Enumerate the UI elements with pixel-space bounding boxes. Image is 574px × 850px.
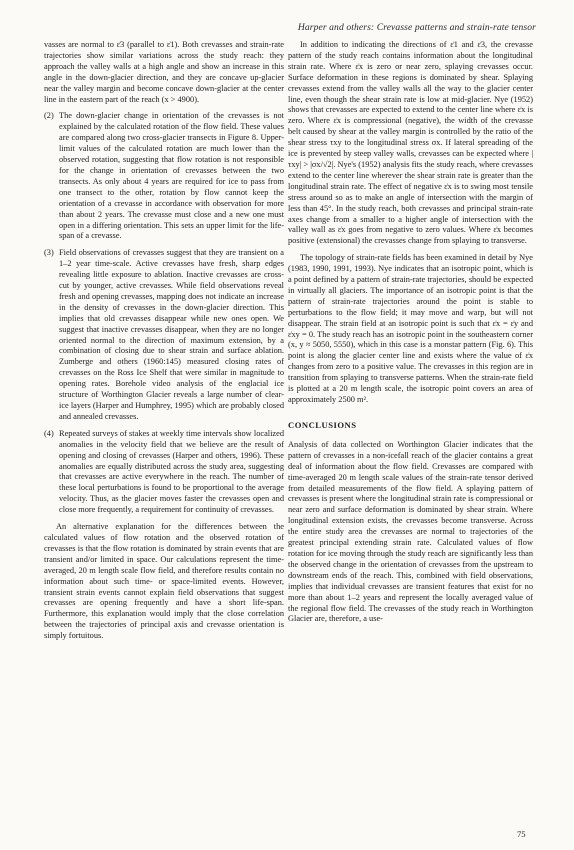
lead-paragraph: vasses are normal to ε̇3 (parallel to ε̇1). Both crevasses and strain-rate trajectories show similar variations across the study reach: they approach the valley walls at a high angle and show an increase in this angle in the down-glacier direction, and they are concave up-glacier near the valley margin and become concave down-glacier at the center line in the eastern part of the reach (x > 4900).	[44, 40, 284, 104]
list-item-text: Field observations of crevasses suggest that they are transient on a 1–2 year time-scale. Active crevasses have fresh, sharp edges revealing little exposure to ablation. Inactive crevasses are cross-cut by younger, active crevasses. While field observations reveal fresh and opening crevasses, mapping does not indicate an increase in the density of crevasses in the down-glacier direction. This implies that old crevasses disappear while new ones open. We suggest that inactive crevasses disappear, when they are no longer oriented normal to the direction of maximum extension, by a combination of closing due to shear strain and surface ablation. Zumberge and others (1960:145) measured closing rates of crevasses on the Ross Ice Shelf that were similar in magnitude to opening rates. Borehole video analysis of the englacial ice structure of Worthington Glacier reveals a large number of clear-ice layers (Harper and Humphrey, 1995) which are probably closed and annealed crevasses.	[59, 248, 284, 421]
list-item	[44, 111, 284, 242]
longitudinal-strain-paragraph: In addition to indicating the directions of ε̇1 and ε̇3, the crevasse pattern of the study reach contains information about the longitudinal strain rate. Where ε̇x is zero or near zero, splaying crevasses occur. Surface deformation in these regions is dominated by shear. Splaying crevasses extend from the valley walls all the way to the glacier center line, even though the shear strain rate is low at mid-glacier. Nye (1952) shows that crevasses are expected to extend to the center line where ε̇x is zero. Where ε̇x is compressional (negative), the width of the crevasse belt caused by shear at the valley margin is controlled by the ratio of the shear stress τxy to the longitudinal stress σx. If lateral spreading of the ice is prevented by steep valley walls, crevasses can be expected where |τxy| > |σx/√2|. Nye's (1952) analysis fits the study reach, where crevasses extend to the center line wherever the shear strain rate is greater than the longitudinal strain rate. The effect of negative ε̇x is to swing most tensile stress around so as to make an angle of intersection with the margin of less than 45°. In the study reach, both crevasses and principal strain-rate axes change from a smaller to a higher angle of intersection with the valley wall as ε̇x goes from negative to zero values. Where ε̇x becomes positive (extensional) the crevasses change from splaying to transverse.	[288, 40, 533, 246]
list-item	[44, 429, 284, 516]
left-column	[44, 40, 284, 648]
numbered-list	[44, 111, 284, 516]
isotropic-point-paragraph: The topology of strain-rate fields has been examined in detail by Nye (1983, 1990, 1991, 1993). Nye indicates that an isotropic point, which is a point defined by a pattern of strain-rate trajectories, should be expected in virtually all glaciers. The importance of an isotropic point is that the pattern of strain-rate trajectories around the point is stable to perturbations to the flow field; it may move and warp, but will not disappear. The strain field at an isotropic point is such that ε̇x = ε̇y and ε̇xy = 0. The study reach has an isotropic point in the southeastern corner (x, y ≈ 5050, 5550), which in this case is a monstar pattern (Fig. 6). This point is along the glacier center line and exists where the value of ε̇x changes from zero to a positive value. The crevasses in this region are in transition from splaying to transverse patterns. When the strain-rate field is plotted at a 20 m length scale, the isotropic point covers an area of approximately 2500 m².	[288, 253, 533, 404]
list-item-text: Repeated surveys of stakes at weekly time intervals show localized anomalies in the velocity field that we believe are the result of opening and closing of crevasses (Harper and others, 1996). These anomalies are equally distributed across the study area, suggesting that crevasses are active everywhere in the reach. The number of these local perturbations is found to be proportional to the average velocity. Thus, as the glacier moves faster the crevasses open and close more frequently, a requirement for continuity of crevasses.	[59, 428, 284, 515]
list-item-number: (4)	[44, 428, 54, 438]
section-heading: CONCLUSIONS	[288, 419, 357, 430]
list-item-number: (2)	[44, 111, 54, 121]
conclusions-paragraph: Analysis of data collected on Worthington Glacier indicates that the pattern of crevasses in a non-icefall reach of the glacier contains a great deal of information about the flow field. Crevasses are compared with time-averaged 20 m length scale values of the strain-rate tensor derived from detailed measurements of the flow field. A splaying pattern of crevasses is present where the longitudinal strain rate is compressional or near zero and surface deformation is dominated by shear strain. Where longitudinal extension exists, the crevasses become transverse. Across the entire study area the crevasses are normal to trajectories of the greatest principal extending strain rate. Calculated values of flow rotation for ice moving through the study reach are significantly less than the observed change in the orientation of crevasses from the upstream to downstream ends of the reach. This, combined with field observations, implies that individual crevasses are transient features that exist for no more than about 1–2 years and represent the locally averaged value of the regional flow field. The crevasses of the study reach in Worthington Glacier are, therefore, a use-	[288, 439, 533, 624]
list-item-text: The down-glacier change in orientation of the crevasses is not explained by the calculated rotation of the flow field. These values are compared along two cross-glacier transects in Figure 8. Upper-limit values of the calculated rotation are much lower than the observed rotation, suggesting that flow rotation is not responsible for the change in orientation of crevasses between the two transects. As only about 4 years are required for ice to pass from one transect to the other, rotation by flow cannot keep the orientation of a crevasse in accordance with observation for more than about 2 years. The crevasse must close and a new one must open in a differing orientation. This sets an upper limit for the life-span of a crevasse.	[59, 111, 284, 241]
list-item-number: (3)	[44, 248, 54, 258]
page-number: 75	[517, 829, 526, 839]
list-item	[44, 248, 284, 423]
right-column	[288, 40, 533, 631]
alternative-explanation-paragraph: An alternative explanation for the differences between the calculated values of flow rotation and the observed rotation of crevasses is that the flow rotation is dominated by strain events that are transient and/or limited in space. Our calculations represent the time-averaged, 20 m length scale flow field, and therefore results contain no information about such time- or space-limited events. However, transient strain events cannot explain field observations that suggest crevasses are opening frequently and have a short life-span. Furthermore, this explanation would imply that the close correlation between the trajectories of principal axis and crevasse orientation is simply fortuitous.	[44, 522, 284, 641]
running-header: Harper and others: Crevasse patterns and strain-rate tensor	[297, 22, 536, 33]
